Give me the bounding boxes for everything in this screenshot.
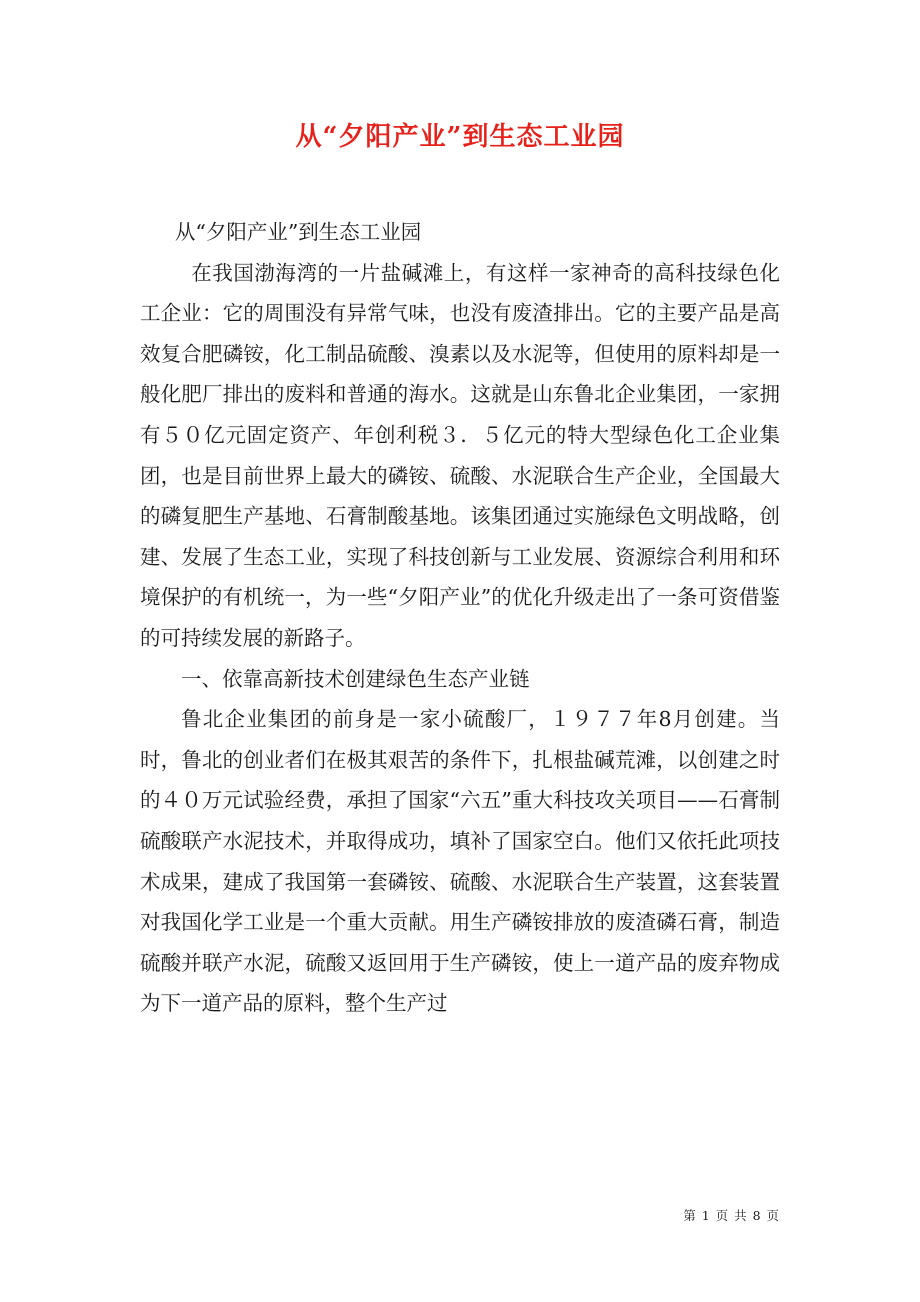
- page-number: 第 1 页 共 8 页: [683, 1208, 780, 1223]
- subtitle-paragraph: 从“夕阳产业”到生态工业园: [174, 220, 422, 244]
- document-body: [140, 212, 780, 1024]
- body-paragraph: 鲁北企业集团的前身是一家小硫酸厂，１９７７年8月创建。当时，鲁北的创业者们在极其艰苦的条件下，扎根盐碱荒滩，以创建之时的４０万元试验经费，承担了国家“六五”重大科技攻关项目——石膏制硫酸联产水泥技术，并取得成功，填补了国家空白。他们又依托此项技术成果，建成了我国第一套磷铵、硫酸、水泥联合生产装置，这套装置对我国化学工业是一个重大贡献。用生产磷铵排放的废渣磷石膏，制造硫酸并联产水泥，硫酸又返回用于生产磷铵，使上一道产品的废弃物成为下一道产品的原料，整个生产过: [140, 707, 780, 1016]
- document-title: 从“夕阳产业”到生态工业园: [295, 122, 625, 152]
- section-heading: 一、依靠高新技术创建绿色生态产业链: [181, 666, 530, 691]
- intro-paragraph: 在我国渤海湾的一片盐碱滩上，有这样一家神奇的高科技绿色化工企业：它的周围没有异常气味，也没有废渣排出。它的主要产品是高效复合肥磷铵，化工制品硫酸、溴素以及水泥等，但使用的原料却是一般化肥厂排出的废料和普通的海水。这就是山东鲁北企业集团，一家拥有５０亿元固定资产、年创利税３．５亿元的特大型绿色化工企业集团，也是目前世界上最大的磷铵、硫酸、水泥联合生产企业，全国最大的磷复肥生产基地、石膏制酸基地。该集团通过实施绿色文明战略，创建、发展了生态工业，实现了科技创新与工业发展、资源综合利用和环境保护的有机统一，为一些“夕阳产业”的优化升级走出了一条可资借鉴的可持续发展的新路子。: [140, 260, 780, 650]
